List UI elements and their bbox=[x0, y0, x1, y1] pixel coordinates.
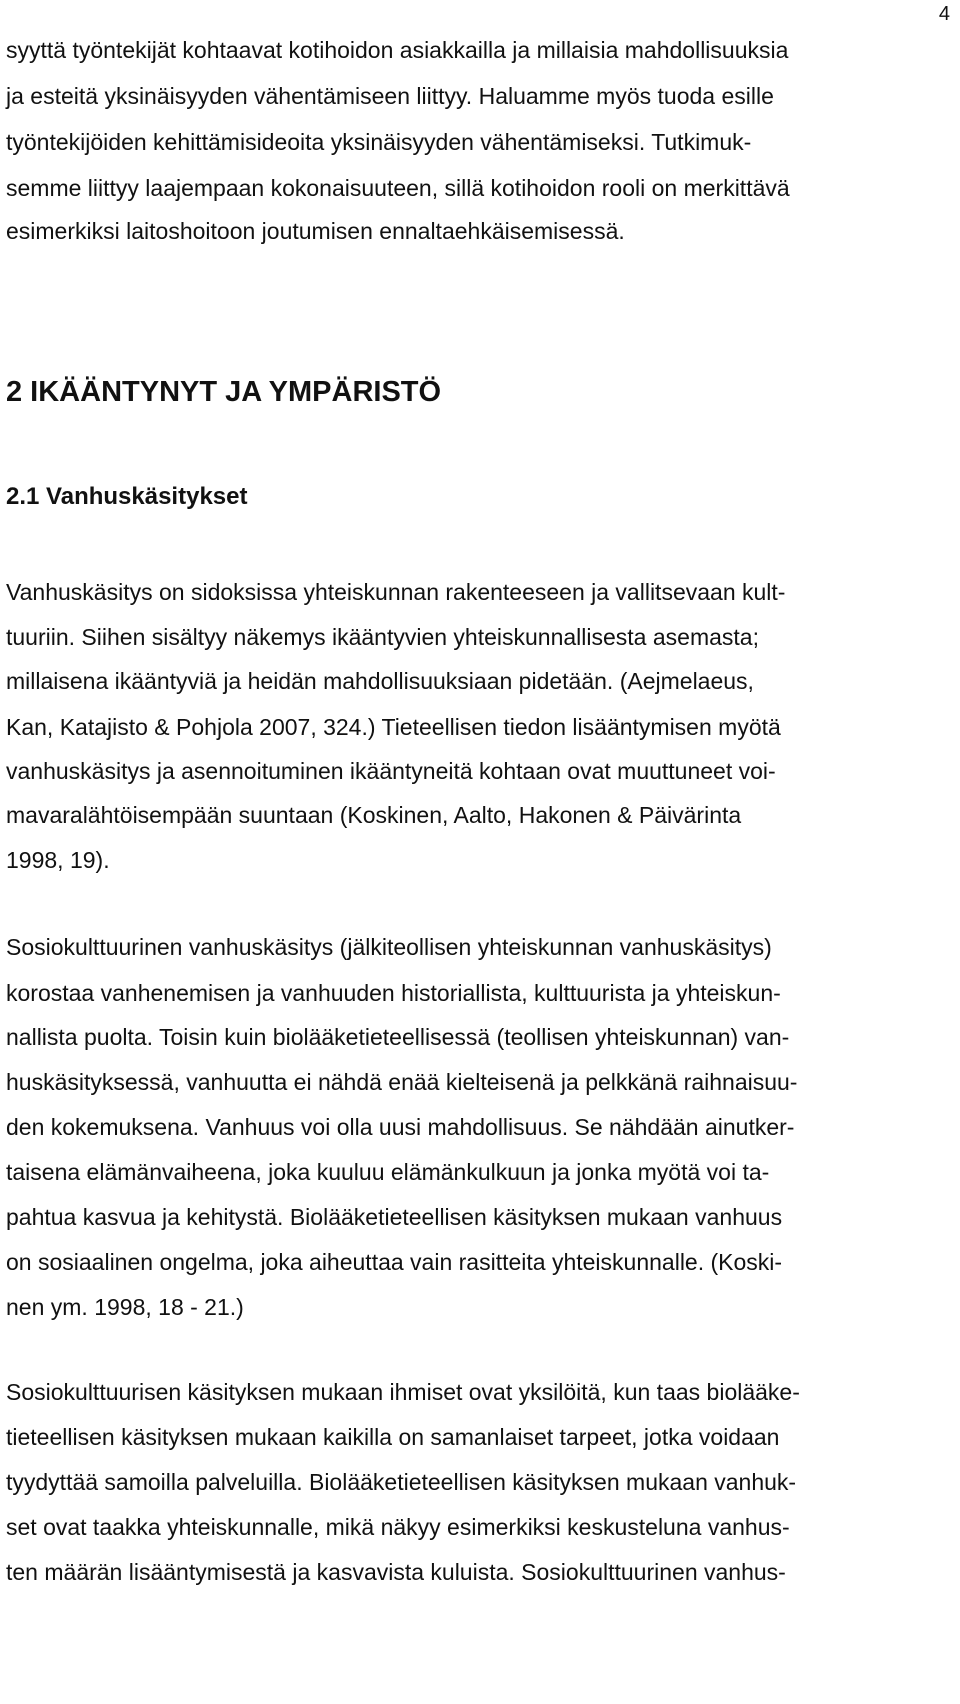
section-heading: 2.1 Vanhuskäsitykset bbox=[6, 483, 248, 510]
text-line: 1998, 19). bbox=[6, 847, 110, 873]
text-line: on sosiaalinen ongelma, joka aiheuttaa vain rasitteita yhteiskunnalle. (Koski- bbox=[6, 1249, 783, 1275]
text-line: syyttä työntekijät kohtaavat kotihoidon asiakkailla ja millaisia mahdollisuuksia bbox=[6, 37, 789, 63]
text-line: taisena elämänvaiheena, joka kuuluu elämänkulkuun ja jonka myötä voi ta- bbox=[6, 1159, 770, 1185]
text-line: semme liittyy laajempaan kokonaisuuteen, sillä kotihoidon rooli on merkittävä bbox=[6, 175, 790, 201]
text-line: huskäsityksessä, vanhuutta ei nähdä enää kielteisenä ja pelkkänä raihnaisuu- bbox=[6, 1069, 798, 1095]
text-line: korostaa vanhenemisen ja vanhuuden historiallista, kulttuurista ja yhteiskun- bbox=[6, 980, 781, 1006]
text-line: tieteellisen käsityksen mukaan kaikilla on samanlaiset tarpeet, jotka voidaan bbox=[6, 1424, 780, 1450]
page-number: 4 bbox=[938, 3, 950, 25]
text-line: ten määrän lisääntymisestä ja kasvavista kuluista. Sosiokulttuurinen vanhus- bbox=[6, 1559, 786, 1585]
text-line: Vanhuskäsitys on sidoksissa yhteiskunnan rakenteeseen ja vallitsevaan kult- bbox=[6, 579, 786, 605]
text-line: millaisena ikääntyviä ja heidän mahdollisuuksiaan pidetään. (Aejmelaeus, bbox=[6, 668, 754, 694]
text-line: mavaralähtöisempään suuntaan (Koskinen, Aalto, Hakonen & Päivärinta bbox=[6, 802, 742, 828]
text-line: vanhuskäsitys ja asennoituminen ikääntyneitä kohtaan ovat muuttuneet voi- bbox=[6, 758, 776, 784]
text-line: työntekijöiden kehittämisideoita yksinäisyyden vähentämiseksi. Tutkimuk- bbox=[6, 129, 752, 155]
text-line: nallista puolta. Toisin kuin biolääketieteellisessä (teollisen yhteiskunnan) van- bbox=[6, 1024, 790, 1050]
chapter-heading: 2 IKÄÄNTYNYT JA YMPÄRISTÖ bbox=[6, 376, 442, 408]
text-line: ja esteitä yksinäisyyden vähentämiseen liittyy. Haluamme myös tuoda esille bbox=[6, 83, 774, 109]
text-line: Kan, Katajisto & Pohjola 2007, 324.) Tieteellisen tiedon lisääntymisen myötä bbox=[6, 714, 781, 740]
text-line: tyydyttää samoilla palveluilla. Biolääketieteellisen käsityksen mukaan vanhuk- bbox=[6, 1469, 797, 1495]
text-line: nen ym. 1998, 18 - 21.) bbox=[6, 1294, 244, 1320]
text-line: tuuriin. Siihen sisältyy näkemys ikääntyvien yhteiskunnallisesta asemasta; bbox=[6, 624, 759, 650]
text-line: pahtua kasvua ja kehitystä. Biolääketieteellisen käsityksen mukaan vanhuus bbox=[6, 1204, 783, 1230]
text-line: Sosiokulttuurisen käsityksen mukaan ihmiset ovat yksilöitä, kun taas biolääke- bbox=[6, 1379, 800, 1405]
text-line: Sosiokulttuurinen vanhuskäsitys (jälkiteollisen yhteiskunnan vanhuskäsitys) bbox=[6, 934, 772, 960]
text-line: esimerkiksi laitoshoitoon joutumisen ennaltaehkäisemisessä. bbox=[6, 218, 625, 244]
text-line: den kokemuksena. Vanhuus voi olla uusi mahdollisuus. Se nähdään ainutker- bbox=[6, 1114, 795, 1140]
text-line: set ovat taakka yhteiskunnalle, mikä näkyy esimerkiksi keskusteluna vanhus- bbox=[6, 1514, 790, 1540]
